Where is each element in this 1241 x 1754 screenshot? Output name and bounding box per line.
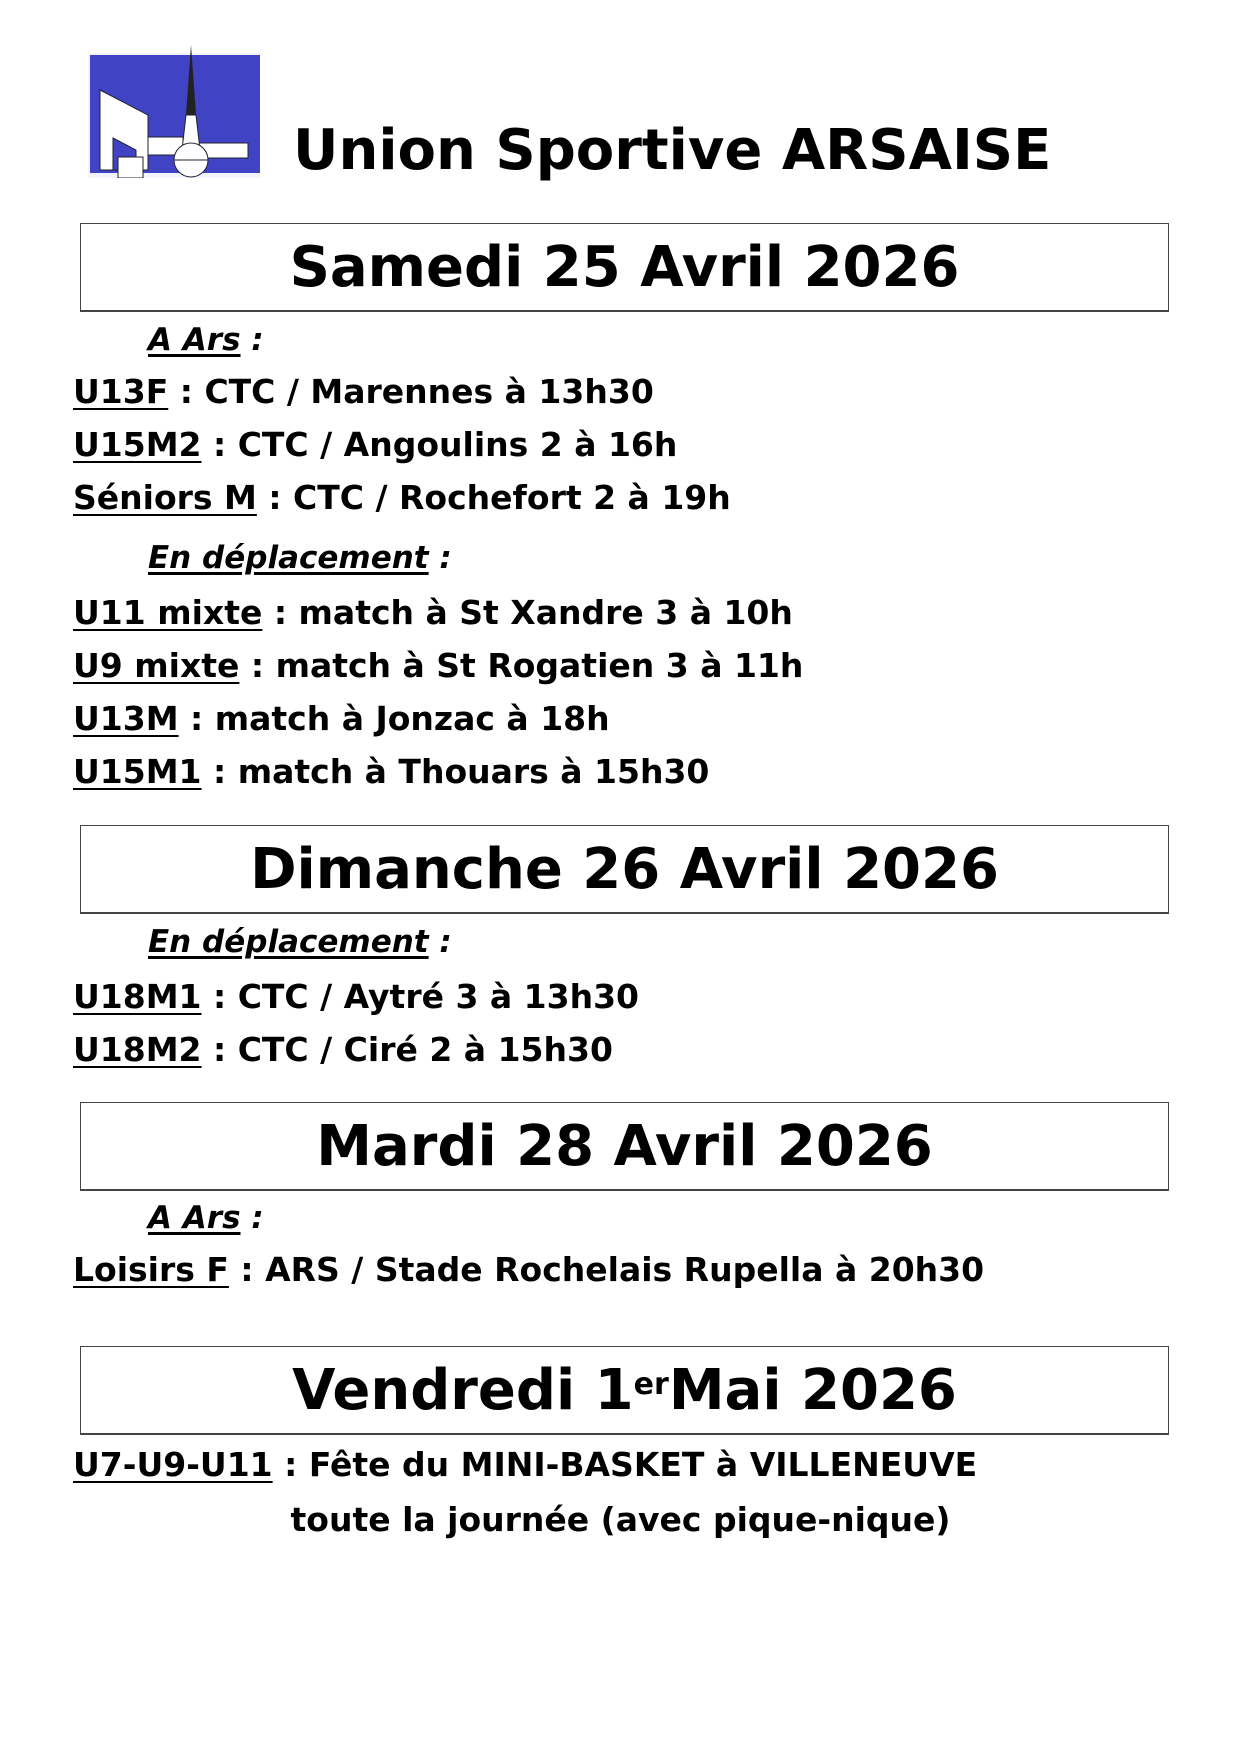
match-line: U15M2 : CTC / Angoulins 2 à 16h [73,425,678,464]
event-note: toute la journée (avec pique-nique) [290,1500,951,1539]
match-line: U13F : CTC / Marennes à 13h30 [73,372,654,411]
page-title: Union Sportive ARSAISE [293,118,1052,183]
group-label: En déplacement : [148,924,452,960]
group-label: En déplacement : [148,540,452,576]
day-heading-tuesday: Mardi 28 Avril 2026 [80,1102,1169,1191]
match-line: U11 mixte : match à St Xandre 3 à 10h [73,593,793,632]
match-line: Loisirs F : ARS / Stade Rochelais Rupella à 20h30 [73,1250,985,1289]
day-heading-saturday: Samedi 25 Avril 2026 [80,223,1169,312]
match-line: U9 mixte : match à St Rogatien 3 à 11h [73,646,804,685]
match-line: U13M : match à Jonzac à 18h [73,699,610,738]
match-line: U15M1 : match à Thouars à 15h30 [73,752,710,791]
day-heading-friday: Vendredi 1 $^{er}$ Mai 2026 [80,1346,1169,1435]
match-line: U18M1 : CTC / Aytré 3 à 13h30 [73,977,640,1016]
group-label: A Ars : [148,1200,264,1236]
match-line: Séniors M : CTC / Rochefort 2 à 19h [73,478,731,517]
group-label: A Ars : [148,322,264,358]
day-heading-sunday: Dimanche 26 Avril 2026 [80,825,1169,914]
match-line: U18M2 : CTC / Ciré 2 à 15h30 [73,1030,613,1069]
event-line: U7-U9-U11 : Fête du MINI-BASKET à VILLENEUVE [73,1445,978,1484]
club-logo [88,45,262,178]
